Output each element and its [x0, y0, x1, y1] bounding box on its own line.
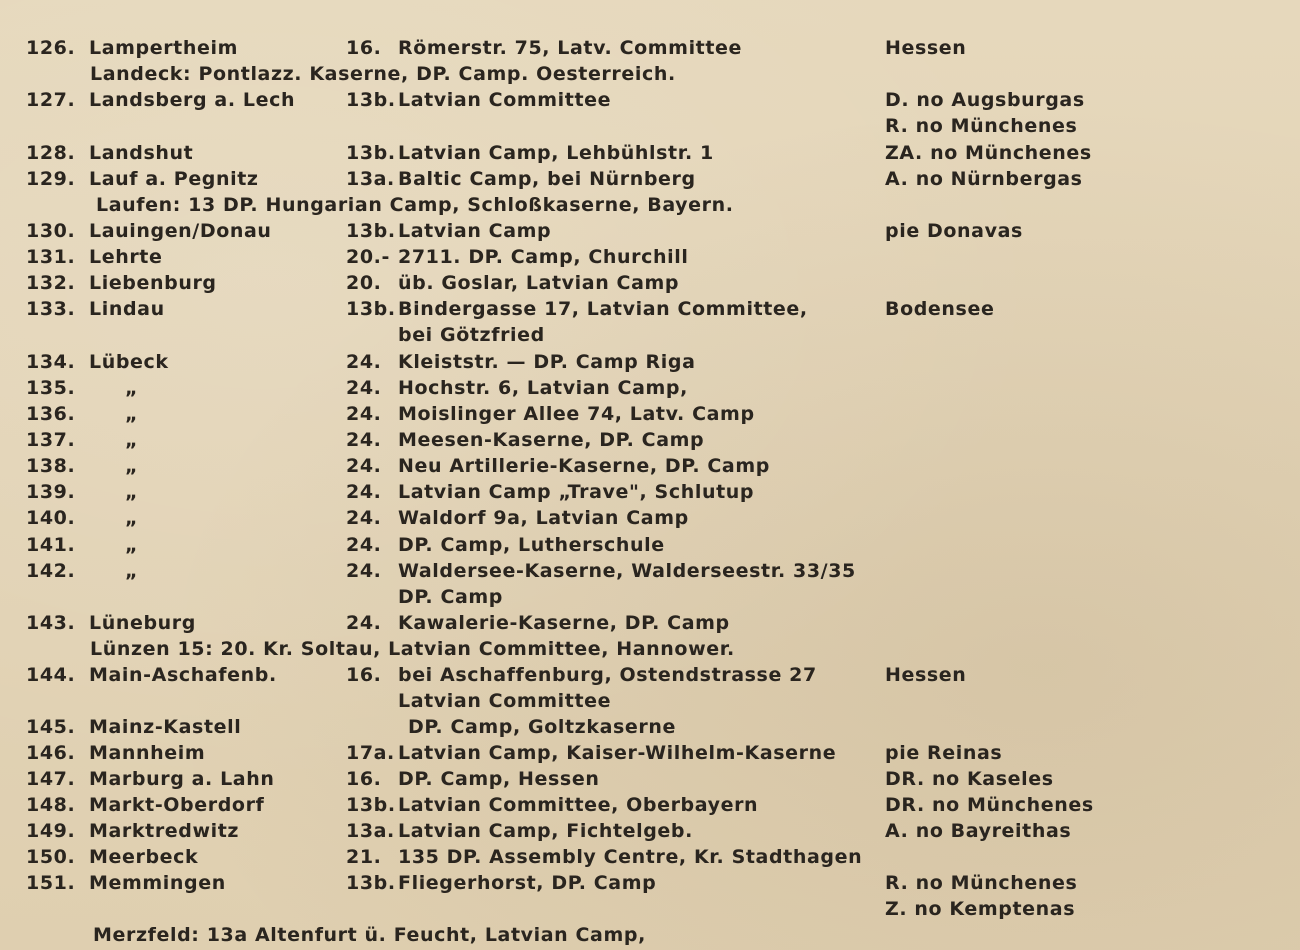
- place-name: Lindau: [89, 298, 165, 320]
- address: Kleiststr. — DP. Camp Riga: [398, 351, 696, 373]
- ditto-mark: „: [125, 429, 139, 451]
- list-row: [0, 870, 1300, 896]
- zone-code: 21.: [346, 846, 382, 868]
- list-row: [0, 218, 1300, 244]
- address: Römerstr. 75, Latv. Committee: [398, 37, 743, 59]
- address: Waldorf 9a, Latvian Camp: [398, 507, 689, 529]
- address: Latvian Camp: [398, 220, 552, 242]
- entry-number: 136.: [26, 403, 76, 425]
- entry-number: 146.: [26, 742, 76, 764]
- address: üb. Goslar, Latvian Camp: [398, 272, 680, 294]
- entry-number: 131.: [26, 246, 76, 268]
- list-row: [0, 453, 1300, 479]
- list-row: [0, 792, 1300, 818]
- address: DP. Camp, Hessen: [398, 768, 600, 790]
- continuation-row: [0, 896, 1300, 922]
- place-name: Main-Aschafenb.: [89, 664, 277, 686]
- zone-code: 20.: [346, 272, 382, 294]
- zone-code: 17a.: [346, 742, 395, 764]
- note-row: [0, 61, 1300, 87]
- zone-code: 13b.: [346, 220, 396, 242]
- entry-number: 140.: [26, 507, 76, 529]
- note-text: Laufen: 13 DP. Hungarian Camp, Schloßkaserne, Bayern.: [96, 194, 734, 216]
- continuation-row: [0, 688, 1300, 714]
- continuation-row: [0, 113, 1300, 139]
- zone-code: 16.: [346, 37, 382, 59]
- address: DP. Camp, Goltzkaserne: [408, 716, 676, 738]
- list-row: [0, 349, 1300, 375]
- ditto-mark: „: [125, 403, 139, 425]
- note-text: Landeck: Pontlazz. Kaserne, DP. Camp. Oesterreich.: [90, 63, 676, 85]
- place-name: Lampertheim: [89, 37, 238, 59]
- place-name: Lüneburg: [89, 612, 196, 634]
- list-row: [0, 35, 1300, 61]
- address: Latvian Camp, Lehbühlstr. 1: [398, 142, 714, 164]
- entry-number: 134.: [26, 351, 76, 373]
- ditto-mark: „: [125, 534, 139, 556]
- region: Z. no Kemptenas: [885, 898, 1076, 920]
- place-name: Marburg a. Lahn: [89, 768, 275, 790]
- list-row: [0, 740, 1300, 766]
- address: Latvian Committee: [398, 690, 612, 712]
- list-row: [0, 270, 1300, 296]
- zone-code: 24.: [346, 429, 382, 451]
- continuation-row: [0, 584, 1300, 610]
- address: Kawalerie-Kaserne, DP. Camp: [398, 612, 730, 634]
- zone-code: 13b.: [346, 872, 396, 894]
- zone-code: 13b.: [346, 142, 396, 164]
- zone-code: 24.: [346, 455, 382, 477]
- entry-number: 143.: [26, 612, 76, 634]
- region: Bodensee: [885, 298, 995, 320]
- address: Latvian Committee, Oberbayern: [398, 794, 759, 816]
- zone-code: 16.: [346, 664, 382, 686]
- list-row: [0, 401, 1300, 427]
- ditto-mark: „: [125, 507, 139, 529]
- address: Latvian Camp, Kaiser-Wilhelm-Kaserne: [398, 742, 837, 764]
- entry-number: 128.: [26, 142, 76, 164]
- place-name: Lauf a. Pegnitz: [89, 168, 259, 190]
- entry-number: 141.: [26, 534, 76, 556]
- list-row: [0, 505, 1300, 531]
- entry-number: 132.: [26, 272, 76, 294]
- place-name: Lehrte: [89, 246, 163, 268]
- entry-number: 142.: [26, 560, 76, 582]
- address: DP. Camp, Lutherschule: [398, 534, 665, 556]
- zone-code: 20.-: [346, 246, 390, 268]
- address: Latvian Committee: [398, 89, 612, 111]
- zone-code: 24.: [346, 481, 382, 503]
- note-row: [0, 922, 1300, 948]
- place-name: Lübeck: [89, 351, 169, 373]
- region: DR. no Kaseles: [885, 768, 1054, 790]
- zone-code: 13b.: [346, 794, 396, 816]
- ditto-mark: „: [125, 560, 139, 582]
- region: Hessen: [885, 37, 967, 59]
- list-row: [0, 479, 1300, 505]
- entry-number: 150.: [26, 846, 76, 868]
- note-row: [0, 192, 1300, 218]
- address: Latvian Camp „Trave", Schlutup: [398, 481, 755, 503]
- zone-code: 24.: [346, 612, 382, 634]
- place-name: Mainz-Kastell: [89, 716, 242, 738]
- list-row: [0, 610, 1300, 636]
- entry-number: 138.: [26, 455, 76, 477]
- place-name: Mannheim: [89, 742, 206, 764]
- list-row: [0, 844, 1300, 870]
- zone-code: 24.: [346, 507, 382, 529]
- list-row: [0, 166, 1300, 192]
- address: Baltic Camp, bei Nürnberg: [398, 168, 696, 190]
- address: Fliegerhorst, DP. Camp: [398, 872, 657, 894]
- place-name: Memmingen: [89, 872, 226, 894]
- entry-number: 130.: [26, 220, 76, 242]
- place-name: Meerbeck: [89, 846, 199, 868]
- region: pie Reinas: [885, 742, 1003, 764]
- zone-code: 16.: [346, 768, 382, 790]
- address: Bindergasse 17, Latvian Committee,: [398, 298, 808, 320]
- place-name: Marktredwitz: [89, 820, 240, 842]
- list-row: [0, 714, 1300, 740]
- continuation-row: [0, 322, 1300, 348]
- address: bei Götzfried: [398, 324, 545, 346]
- entry-number: 129.: [26, 168, 76, 190]
- place-name: Liebenburg: [89, 272, 217, 294]
- list-row: [0, 558, 1300, 584]
- place-name: Landshut: [89, 142, 194, 164]
- entry-number: 126.: [26, 37, 76, 59]
- ditto-mark: „: [125, 455, 139, 477]
- list-row: [0, 87, 1300, 113]
- ditto-mark: „: [125, 481, 139, 503]
- address: 2711. DP. Camp, Churchill: [398, 246, 689, 268]
- zone-code: 24.: [346, 377, 382, 399]
- entry-number: 148.: [26, 794, 76, 816]
- region: A. no Nürnbergas: [885, 168, 1083, 190]
- region: pie Donavas: [885, 220, 1023, 242]
- address: Waldersee-Kaserne, Walderseestr. 33/35: [398, 560, 856, 582]
- address: Meesen-Kaserne, DP. Camp: [398, 429, 705, 451]
- zone-code: 24.: [346, 534, 382, 556]
- list-row: [0, 140, 1300, 166]
- entry-number: 145.: [26, 716, 76, 738]
- address: Moislinger Allee 74, Latv. Camp: [398, 403, 755, 425]
- note-text: Lünzen 15: 20. Kr. Soltau, Latvian Committee, Hannower.: [90, 638, 735, 660]
- list-row: [0, 532, 1300, 558]
- note-row: [0, 636, 1300, 662]
- entry-number: 139.: [26, 481, 76, 503]
- list-row: [0, 427, 1300, 453]
- region: A. no Bayreithas: [885, 820, 1072, 842]
- address: DP. Camp: [398, 586, 504, 608]
- entry-number: 149.: [26, 820, 76, 842]
- zone-code: 24.: [346, 560, 382, 582]
- list-row: [0, 375, 1300, 401]
- list-row: [0, 662, 1300, 688]
- region: R. no Münchenes: [885, 115, 1078, 137]
- ditto-mark: „: [125, 377, 139, 399]
- zone-code: 24.: [346, 351, 382, 373]
- zone-code: 13b.: [346, 89, 396, 111]
- place-name: Markt-Oberdorf: [89, 794, 265, 816]
- zone-code: 13b.: [346, 298, 396, 320]
- entry-number: 127.: [26, 89, 76, 111]
- zone-code: 13a.: [346, 820, 395, 842]
- list-row: [0, 244, 1300, 270]
- address: Hochstr. 6, Latvian Camp,: [398, 377, 688, 399]
- place-name: Lauingen/Donau: [89, 220, 272, 242]
- address: 135 DP. Assembly Centre, Kr. Stadthagen: [398, 846, 863, 868]
- region: Hessen: [885, 664, 967, 686]
- zone-code: 24.: [346, 403, 382, 425]
- entry-number: 135.: [26, 377, 76, 399]
- entry-number: 151.: [26, 872, 76, 894]
- list-row: [0, 296, 1300, 322]
- list-row: [0, 818, 1300, 844]
- place-name: Landsberg a. Lech: [89, 89, 296, 111]
- region: DR. no Münchenes: [885, 794, 1094, 816]
- region: D. no Augsburgas: [885, 89, 1085, 111]
- entry-number: 147.: [26, 768, 76, 790]
- entry-number: 144.: [26, 664, 76, 686]
- zone-code: 13a.: [346, 168, 395, 190]
- address: Latvian Camp, Fichtelgeb.: [398, 820, 693, 842]
- entry-number: 137.: [26, 429, 76, 451]
- entry-number: 133.: [26, 298, 76, 320]
- address: Neu Artillerie-Kaserne, DP. Camp: [398, 455, 770, 477]
- region: R. no Münchenes: [885, 872, 1078, 894]
- list-row: [0, 766, 1300, 792]
- note-text: Merzfeld: 13a Altenfurt ü. Feucht, Latvian Camp,: [93, 924, 646, 946]
- region: ZA. no Münchenes: [885, 142, 1092, 164]
- address: bei Aschaffenburg, Ostendstrasse 27: [398, 664, 817, 686]
